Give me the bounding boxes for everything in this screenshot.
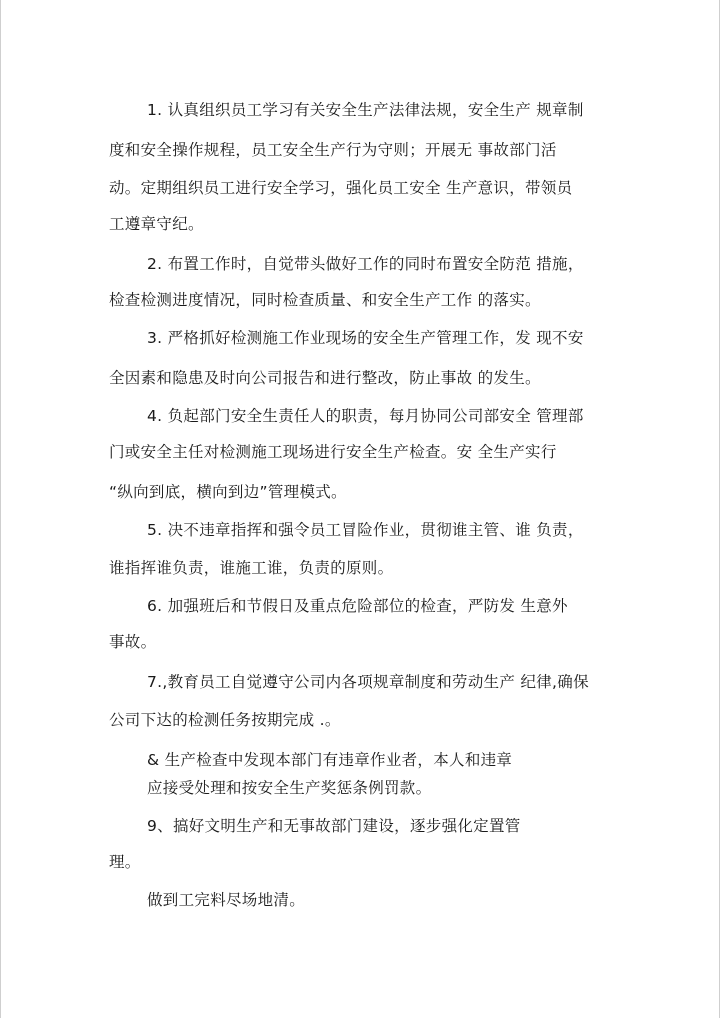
item-4-line-3: “纵向到底，横向到边”管理模式。 xyxy=(109,483,347,501)
item-8-line-2: 应接受处理和按安全生产奖惩条例罚款。 xyxy=(147,779,432,797)
item-1-line-1: 1. 认真组织员工学习有关安全生产法律法规，安全生产 规章制 xyxy=(147,101,584,119)
closing-line: 做到工完料尽场地清。 xyxy=(147,891,306,909)
item-4-line-2: 门或安全主任对检测施工现场进行安全生产检查。安 全生产实行 xyxy=(109,443,557,461)
item-5-line-1: 5. 决不违章指挥和强令员工冒险作业，贯彻谁主管、谁 负责， xyxy=(147,521,584,539)
item-7-line-2: 公司下达的检测任务按期完成 .。 xyxy=(109,711,341,729)
item-3-line-1: 3. 严格抓好检测施工作业现场的安全生产管理工作，发 现不安 xyxy=(147,329,584,347)
item-7-line-1: 7.,教育员工自觉遵守公司内各项规章制度和劳动生产 纪律,确保 xyxy=(147,673,589,691)
item-1-line-4: 工遵章守纪。 xyxy=(109,215,204,233)
item-9-line-1: 9、搞好文明生产和无事故部门建设，逐步强化定置管 xyxy=(147,817,521,835)
item-6-line-2: 事故。 xyxy=(109,633,157,651)
item-4-line-1: 4. 负起部门安全生责任人的职责，每月协同公司部安全 管理部 xyxy=(147,407,584,425)
item-1-line-2: 度和安全操作规程，员工安全生产行为守则；开展无 事故部门活 xyxy=(109,141,557,159)
item-2-line-2: 检查检测进度情况，同时检查质量、和安全生产工作 的落实。 xyxy=(109,291,541,309)
item-6-line-1: 6. 加强班后和节假日及重点危险部位的检查，严防发 生意外 xyxy=(147,597,568,615)
item-5-line-2: 谁指挥谁负责，谁施工谁，负责的原则。 xyxy=(109,559,394,577)
item-8-line-1: & 生产检查中发现本部门有违章作业者，本人和违章 xyxy=(147,751,513,769)
item-1-line-3: 动。定期组织员工进行安全学习，强化员工安全 生产意识，带领员 xyxy=(109,179,573,197)
item-9-line-2: 理。 xyxy=(109,853,141,871)
item-2-line-1: 2. 布置工作时，自觉带头做好工作的同时布置安全防范 措施， xyxy=(147,255,584,273)
item-3-line-2: 全因素和隐患及时向公司报告和进行整改，防止事故 的发生。 xyxy=(109,369,541,387)
